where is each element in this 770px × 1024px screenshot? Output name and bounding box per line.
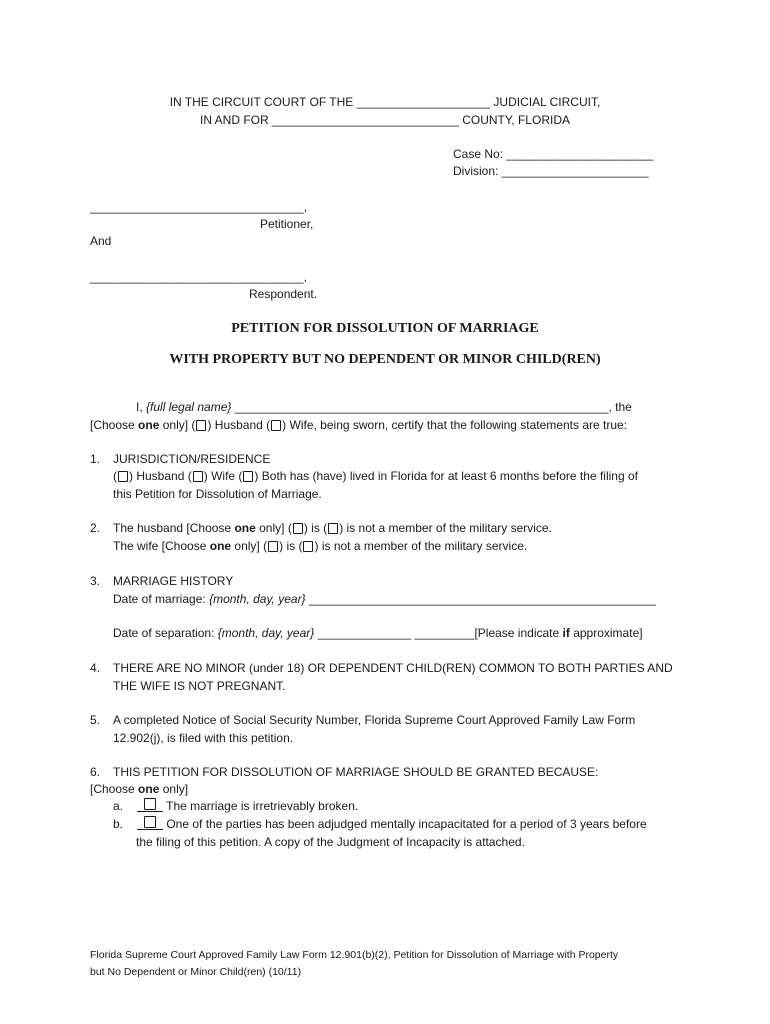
intro-line1: [136, 399, 632, 416]
respondent-label: Respondent.: [249, 287, 318, 301]
option-a-line: The marriage is irretrievably broken.: [137, 798, 358, 815]
mental-incapacity-checkbox[interactable]: [137, 816, 163, 830]
residence-wife-checkbox[interactable]: [193, 471, 203, 482]
footer-line2: but No Dependent or Minor Child(ren) (10/11): [90, 966, 302, 978]
wife-military-line: The wife [Choose one only] ( ) is ( ) is not a member of the military service.: [113, 539, 528, 553]
full-name-field[interactable]: ________________________________________________________, the: [234, 400, 632, 414]
section-3-heading: MARRIAGE HISTORY: [113, 574, 234, 588]
section-5-line1: A completed Notice of Social Security Number, Florida Supreme Court Approved Family Law Form: [113, 713, 636, 727]
section-4-line1: THERE ARE NO MINOR (under 18) OR DEPENDENT CHILD(REN) COMMON TO BOTH PARTIES AND: [113, 661, 673, 675]
residence-husband-checkbox[interactable]: [118, 471, 128, 482]
petition-title-line1: PETITION FOR DISSOLUTION OF MARRIAGE: [231, 321, 539, 336]
date-of-separation-field[interactable]: ______________ _________[Please indicate: [317, 626, 560, 640]
court-header-line2: IN AND FOR ____________________________ COUNTY, FLORIDA: [199, 113, 570, 127]
petition-title-line2: WITH PROPERTY BUT NO DEPENDENT OR MINOR CHILD(REN): [169, 352, 601, 367]
and-label: And: [90, 234, 112, 248]
section-4-number: 4.: [90, 661, 101, 675]
option-a-label: a.: [113, 799, 124, 813]
husband-military-is-checkbox[interactable]: [293, 523, 303, 534]
petitioner-label: Petitioner,: [260, 217, 314, 231]
court-header-line1: IN THE CIRCUIT COURT OF THE ____________________ JUDICIAL CIRCUIT,: [169, 95, 601, 109]
husband-military-not-checkbox[interactable]: [328, 523, 338, 534]
section-5-line2: 12.902(j), is filed with this petition.: [113, 731, 294, 745]
option-b-line2: the filing of this petition. A copy of the Judgment of Incapacity is attached.: [136, 835, 525, 849]
petitioner-name-field[interactable]: ________________________________,: [90, 200, 307, 214]
section-5-number: 5.: [90, 713, 101, 727]
section-6-choose: [Choose one only]: [90, 782, 189, 796]
option-b-line: One of the parties has been adjudged mentally incapacitated for a period of 3 years before: [137, 816, 647, 833]
section-6-number: 6.: [90, 765, 101, 779]
section-1-options: ( ) Husband ( ) Wife ( ) Both has (have) lived in Florida for at least 6 months before the filing of: [113, 469, 638, 483]
section-1-heading: JURISDICTION/RESIDENCE: [113, 452, 271, 466]
section-6-heading: THIS PETITION FOR DISSOLUTION OF MARRIAGE SHOULD BE GRANTED BECAUSE:: [113, 765, 599, 779]
footer-line1: Florida Supreme Court Approved Family Law Form 12.901(b)(2), Petition for Dissolution of Marriage with Property: [90, 949, 619, 961]
intro-line2: [Choose one only] ( ) Husband ( ) Wife, being sworn, certify that the following statements are true:: [90, 418, 628, 432]
intro-i: I,: [136, 400, 143, 414]
date-of-separation-line: Date of separation: {month, day, year} ______________ _________[Please indicate if approximate]: [113, 626, 643, 640]
wife-military-not-checkbox[interactable]: [303, 541, 313, 552]
husband-military-line: The husband [Choose one only] ( ) is ( ) is not a member of the military service.: [113, 521, 552, 535]
section-3-number: 3.: [90, 574, 101, 588]
respondent-name-field[interactable]: ________________________________,: [90, 270, 307, 284]
option-b-label: b.: [113, 817, 124, 831]
case-number-field[interactable]: Case No: ______________________: [453, 147, 654, 161]
residence-both-checkbox[interactable]: [243, 471, 253, 482]
division-field[interactable]: Division: ______________________: [453, 164, 649, 178]
section-1-line2: this Petition for Dissolution of Marriage.: [113, 487, 322, 501]
section-4-line2: THE WIFE IS NOT PREGNANT.: [113, 679, 286, 693]
husband-checkbox[interactable]: [196, 420, 206, 431]
wife-military-is-checkbox[interactable]: [268, 541, 278, 552]
date-of-marriage-field[interactable]: ____________________________________________________: [308, 592, 656, 606]
irretrievably-broken-checkbox[interactable]: [137, 798, 163, 812]
date-of-marriage-line: Date of marriage: {month, day, year} ____________________________________________________: [113, 592, 656, 606]
section-2-number: 2.: [90, 521, 101, 535]
full-name-hint: {full legal name}: [146, 400, 232, 414]
section-1-number: 1.: [90, 452, 101, 466]
wife-checkbox[interactable]: [271, 420, 281, 431]
